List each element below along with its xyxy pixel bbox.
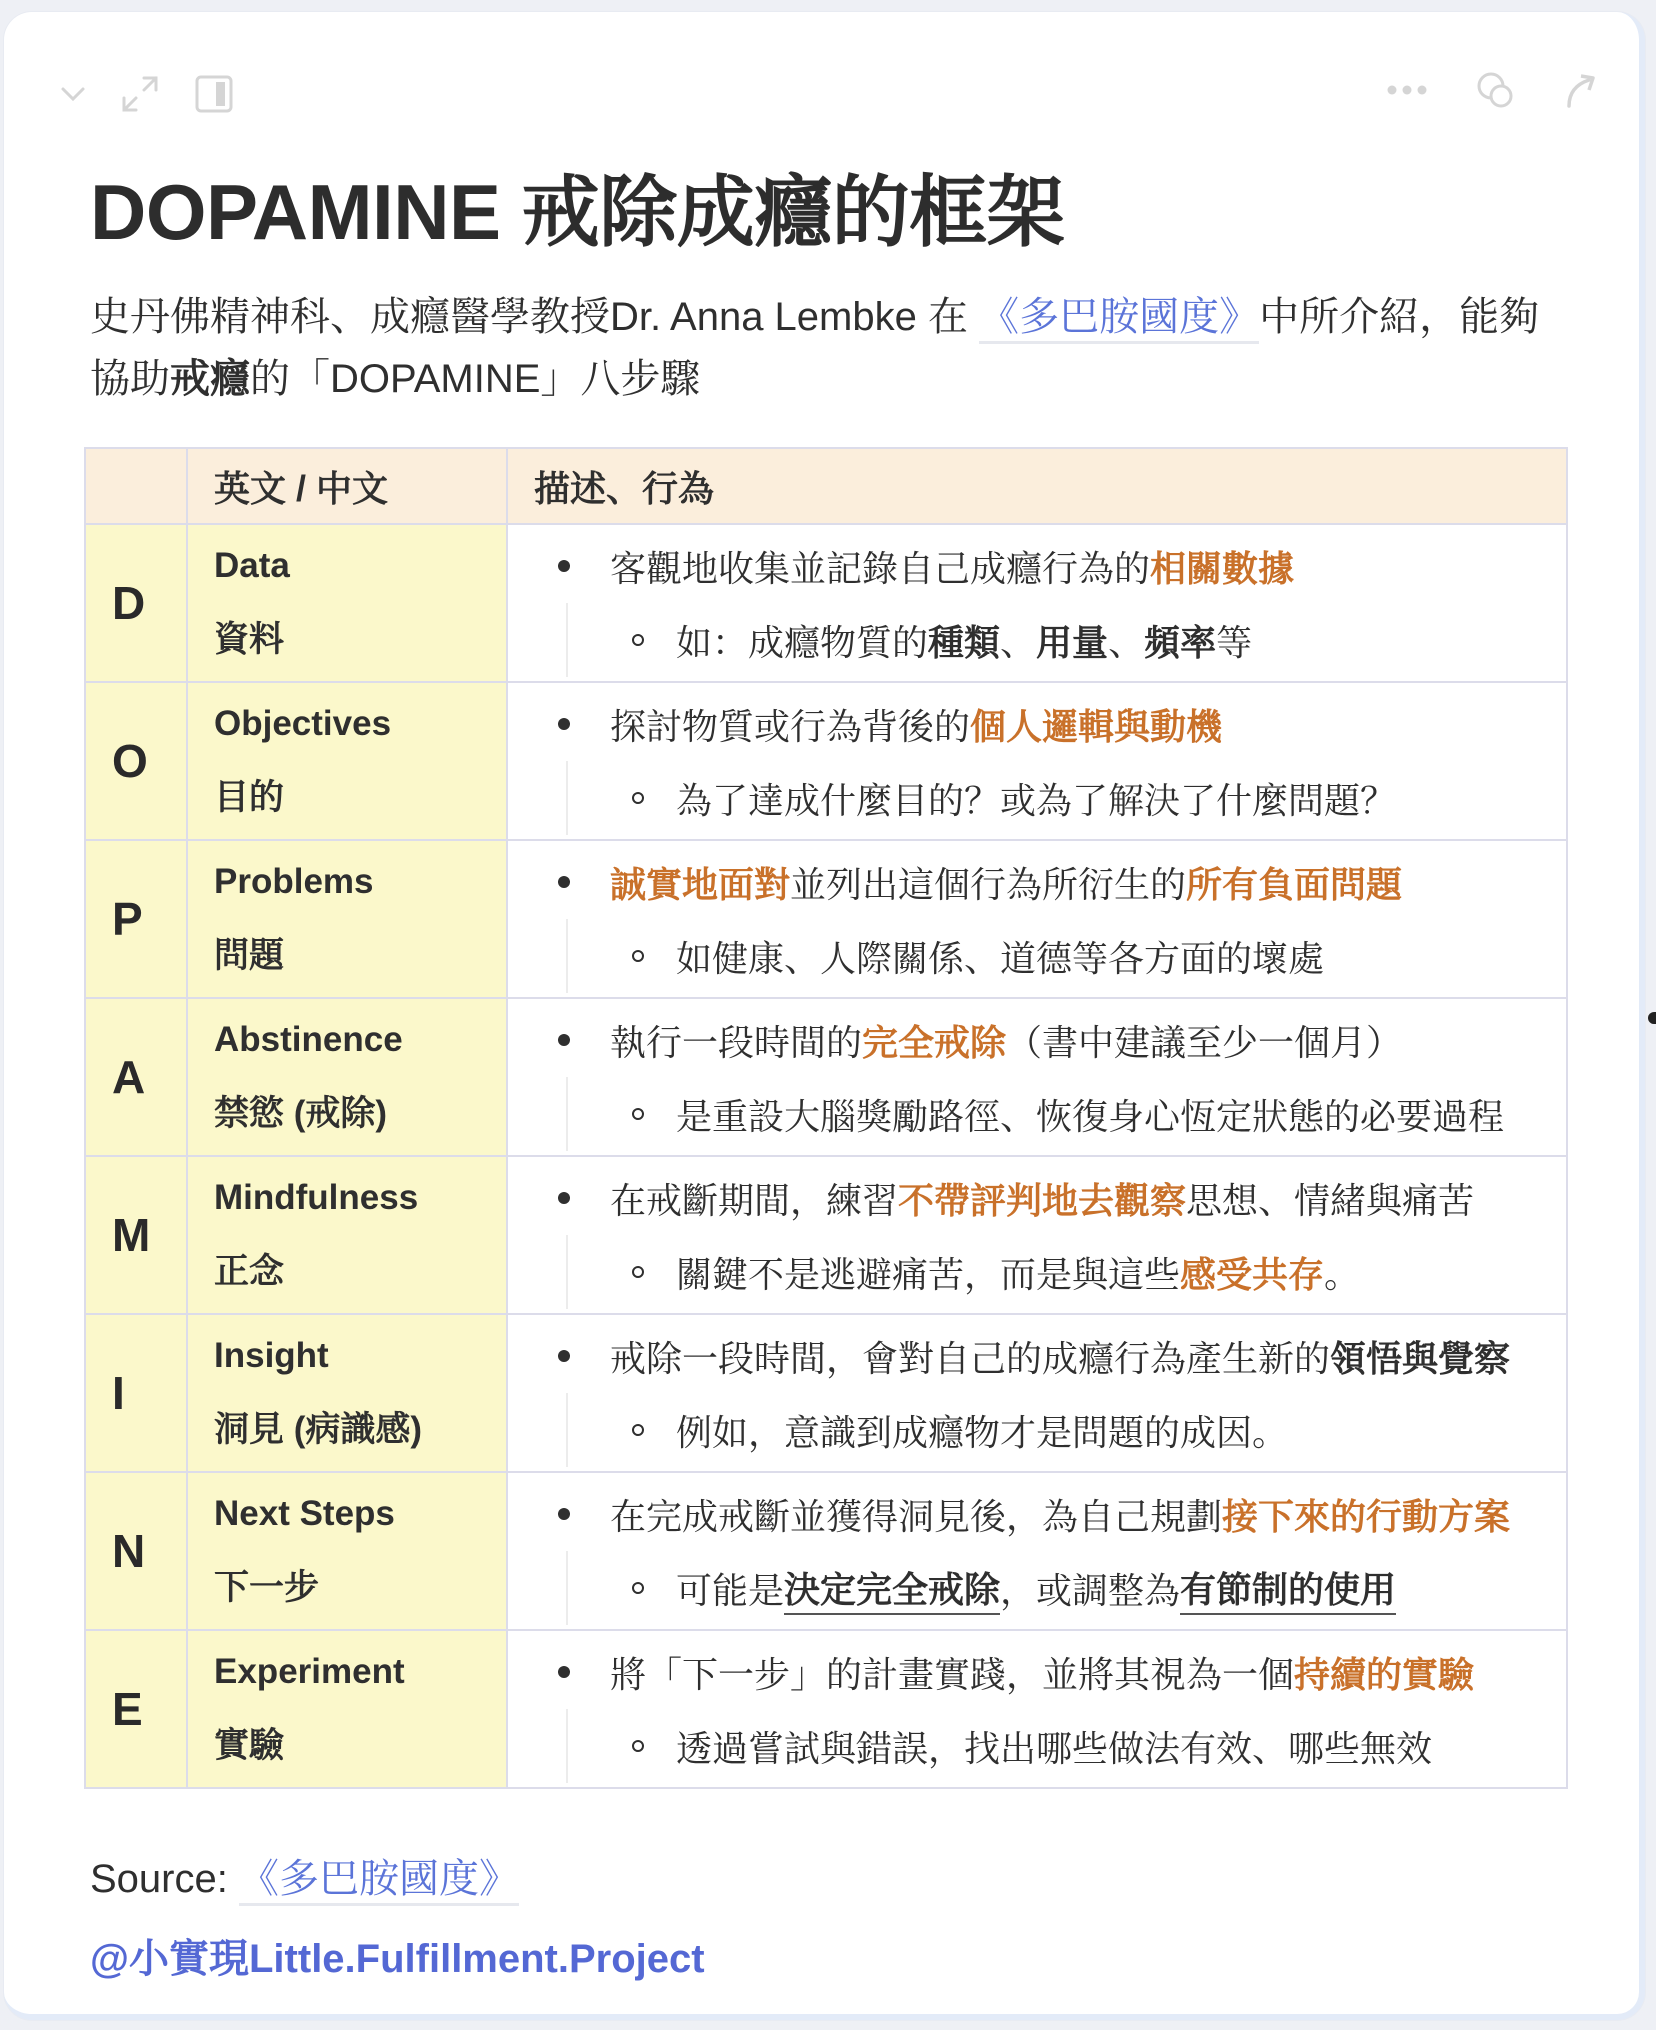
bullet-text: 執行一段時間的 — [610, 1021, 863, 1063]
dopamine-table — [84, 447, 1568, 1789]
step-description-cell — [507, 524, 1567, 682]
sub-bullet-group — [566, 1235, 1566, 1309]
sub-bullet-circle-icon — [632, 1424, 644, 1436]
sub-bullet-text: 可能是 — [676, 1569, 785, 1611]
bullet-dot-icon — [558, 1666, 570, 1678]
sub-bullet-text: 、 — [1108, 621, 1145, 663]
sub-bullet-text: 為了達成什麼目的？或為了解決了什麼問題？ — [676, 779, 1397, 821]
table-row — [85, 524, 1567, 682]
sub-bullet-circle-icon — [632, 792, 644, 804]
highlight-text: 不帶評判地去觀察 — [898, 1179, 1187, 1221]
bullet-text: 在戒斷期間，練習 — [610, 1179, 899, 1221]
sub-bullet-group — [566, 1077, 1566, 1151]
bullet-item — [558, 1003, 1566, 1077]
sub-bullet-text: 例如，意識到成癮物才是問題的成因。 — [676, 1411, 1289, 1453]
step-description-cell — [507, 1472, 1567, 1630]
step-letter: D — [85, 524, 187, 682]
sub-bullet-text: ，或調整為 — [1000, 1569, 1181, 1611]
sub-bullet-group — [566, 603, 1566, 677]
step-name-cell — [187, 1156, 507, 1314]
page-title: DOPAMINE 戒除成癮的框架 — [90, 168, 1065, 256]
step-name-zh: 下一步 — [214, 1568, 320, 1607]
sub-bullet-group — [566, 1709, 1566, 1783]
sub-bullet-circle-icon — [632, 1266, 644, 1278]
sub-bullet-circle-icon — [632, 1740, 644, 1752]
sub-bullet-item — [568, 615, 1252, 666]
step-description-cell — [507, 840, 1567, 998]
step-letter: I — [85, 1314, 187, 1472]
step-name-en: Next Steps — [214, 1494, 395, 1533]
sub-bullet-text: 關鍵不是逃避痛苦，而是與這些 — [676, 1253, 1181, 1295]
sub-bullet-text: 有節制的使用 — [1180, 1562, 1396, 1615]
step-name-zh: 問題 — [214, 936, 285, 975]
bullet-item — [558, 687, 1566, 761]
bullet-item — [558, 1477, 1566, 1551]
sub-bullet-text: 等 — [1216, 621, 1253, 663]
highlight-text: 完全戒除 — [862, 1021, 1007, 1063]
table-header-row — [85, 448, 1567, 524]
sub-bullet-group — [566, 919, 1566, 993]
sub-bullet-circle-icon — [632, 950, 644, 962]
bullet-text: 戒除一段時間，會對自己的成癮行為產生新的 — [610, 1337, 1331, 1379]
bullet-dot-icon — [558, 1508, 570, 1520]
table-row — [85, 1314, 1567, 1472]
share-icon[interactable] — [1563, 70, 1597, 110]
step-name-cell — [187, 1472, 507, 1630]
step-name-en: Abstinence — [214, 1020, 403, 1059]
bullet-item — [558, 529, 1566, 603]
sub-bullet-item — [568, 931, 1324, 982]
step-letter: E — [85, 1630, 187, 1788]
step-name-cell — [187, 682, 507, 840]
intro-text: 的「DOPAMINE」八步驟 — [250, 357, 701, 401]
header-name: 英文 / 中文 — [187, 448, 507, 524]
bullet-item — [558, 1161, 1566, 1235]
sub-bullet-text: 、 — [1000, 621, 1037, 663]
bullet-item — [558, 845, 1566, 919]
sub-bullet-item — [568, 1089, 1504, 1140]
step-name-en: Insight — [214, 1336, 329, 1375]
sub-bullet-text: 如健康、人際關係、道德等各方面的壞處 — [676, 937, 1325, 979]
step-letter: O — [85, 682, 187, 840]
sub-bullet-group — [566, 1551, 1566, 1625]
expand-icon[interactable] — [120, 74, 160, 114]
source-line — [90, 1847, 519, 1904]
intro-text: 史丹佛精神科、成癮醫學教授Dr. Anna Lembke 在 — [90, 295, 968, 339]
resize-handle-icon[interactable] — [1648, 1012, 1656, 1024]
page-card — [4, 12, 1645, 2020]
bullet-dot-icon — [558, 718, 570, 730]
table-row — [85, 1472, 1567, 1630]
chevron-down-icon[interactable] — [60, 85, 86, 103]
intro-text: 中所介紹，能夠協助 — [90, 295, 1540, 401]
step-name-zh: 正念 — [214, 1252, 285, 1291]
table-row — [85, 840, 1567, 998]
step-name-cell — [187, 1630, 507, 1788]
source-label: Source: — [90, 1857, 228, 1901]
step-name-zh: 資料 — [214, 620, 285, 659]
table-row — [85, 998, 1567, 1156]
bullet-text: （書中建議至少一個月） — [1006, 1021, 1403, 1063]
intro-bold-text: 戒癮 — [170, 357, 250, 401]
step-name-cell — [187, 998, 507, 1156]
highlight-text: 相關數據 — [1150, 547, 1295, 589]
sub-bullet-text: 如：成癮物質的 — [676, 621, 929, 663]
step-letter: N — [85, 1472, 187, 1630]
step-name-en: Mindfulness — [214, 1178, 419, 1217]
bullet-text: 在完成戒斷並獲得洞見後，為自己規劃 — [610, 1495, 1223, 1537]
sub-bullet-item — [568, 773, 1396, 824]
step-description-cell — [507, 1314, 1567, 1472]
highlight-text: 誠實地面對 — [610, 863, 791, 905]
sub-bullet-text: 決定完全戒除 — [784, 1562, 1000, 1615]
sub-bullet-text: 透過嘗試與錯誤，找出哪些做法有效、哪些無效 — [676, 1727, 1433, 1769]
sub-bullet-text: 頻率 — [1144, 621, 1217, 663]
source-book-link[interactable]: 《多巴胺國度》 — [239, 1857, 519, 1906]
sub-bullet-text: 種類 — [928, 621, 1001, 663]
table-row — [85, 1630, 1567, 1788]
step-name-cell — [187, 1314, 507, 1472]
bullet-text: 思想、情緒與痛苦 — [1186, 1179, 1475, 1221]
highlight-text: 感受共存 — [1180, 1253, 1325, 1295]
step-name-zh: 禁慾 (戒除) — [214, 1094, 388, 1133]
sub-bullet-text: 是重設大腦獎勵路徑、恢復身心恆定狀態的必要過程 — [676, 1095, 1505, 1137]
header-description: 描述、行為 — [507, 448, 1567, 524]
table-row — [85, 1156, 1567, 1314]
intro-paragraph — [90, 286, 1570, 410]
bullet-text: 客觀地收集並記錄自己成癮行為的 — [610, 547, 1151, 589]
sub-bullet-group — [566, 761, 1566, 835]
author-handle[interactable]: @小實現Little.Fulfillment.Project — [90, 1937, 705, 1981]
toolbar-right — [1387, 70, 1597, 110]
bullet-dot-icon — [558, 1034, 570, 1046]
sub-bullet-item — [568, 1405, 1288, 1456]
highlight-text: 接下來的行動方案 — [1222, 1495, 1511, 1537]
sub-bullet-item — [568, 1247, 1360, 1298]
highlight-text: 個人邏輯與動機 — [970, 705, 1223, 747]
highlight-text: 所有負面問題 — [1186, 863, 1403, 905]
step-letter: M — [85, 1156, 187, 1314]
book-link[interactable]: 《多巴胺國度》 — [979, 295, 1259, 344]
toolbar-left — [60, 74, 234, 114]
sub-bullet-text: 用量 — [1036, 621, 1109, 663]
step-description-cell — [507, 1630, 1567, 1788]
highlight-text: 持續的實驗 — [1294, 1653, 1475, 1695]
step-letter: P — [85, 840, 187, 998]
bullet-item — [558, 1319, 1566, 1393]
table-row — [85, 682, 1567, 840]
step-name-en: Objectives — [214, 704, 392, 743]
step-name-zh: 洞見 (病識感) — [214, 1410, 423, 1449]
bullet-dot-icon — [558, 1350, 570, 1362]
step-letter: A — [85, 998, 187, 1156]
bullet-text: 領悟與覺察 — [1330, 1337, 1511, 1379]
table-body — [85, 524, 1567, 1788]
step-description-cell — [507, 682, 1567, 840]
bullet-text: 探討物質或行為背後的 — [610, 705, 971, 747]
bullet-text: 將「下一步」的計畫實踐，並將其視為一個 — [610, 1653, 1295, 1695]
step-name-en: Data — [214, 546, 290, 585]
step-description-cell — [507, 998, 1567, 1156]
step-name-zh: 實驗 — [214, 1726, 285, 1765]
sub-bullet-group — [566, 1393, 1566, 1467]
sub-bullet-item — [568, 1562, 1396, 1615]
step-name-zh: 目的 — [214, 778, 285, 817]
step-name-en: Experiment — [214, 1652, 405, 1691]
sub-bullet-circle-icon — [632, 1582, 644, 1594]
sub-bullet-text: 。 — [1324, 1253, 1361, 1295]
step-description-cell — [507, 1156, 1567, 1314]
bullet-item — [558, 1635, 1566, 1709]
sidebar-panel-icon[interactable] — [194, 74, 234, 114]
sub-bullet-item — [568, 1721, 1432, 1772]
step-name-cell — [187, 840, 507, 998]
bullet-dot-icon — [558, 876, 570, 888]
step-name-cell — [187, 524, 507, 682]
comments-icon[interactable] — [1475, 70, 1515, 110]
more-icon[interactable] — [1387, 84, 1427, 96]
bullet-text: 並列出這個行為所衍生的 — [790, 863, 1187, 905]
sub-bullet-circle-icon — [632, 634, 644, 646]
step-name-en: Problems — [214, 862, 374, 901]
header-letter — [85, 448, 187, 524]
bullet-dot-icon — [558, 1192, 570, 1204]
bullet-dot-icon — [558, 560, 570, 572]
sub-bullet-circle-icon — [632, 1108, 644, 1120]
